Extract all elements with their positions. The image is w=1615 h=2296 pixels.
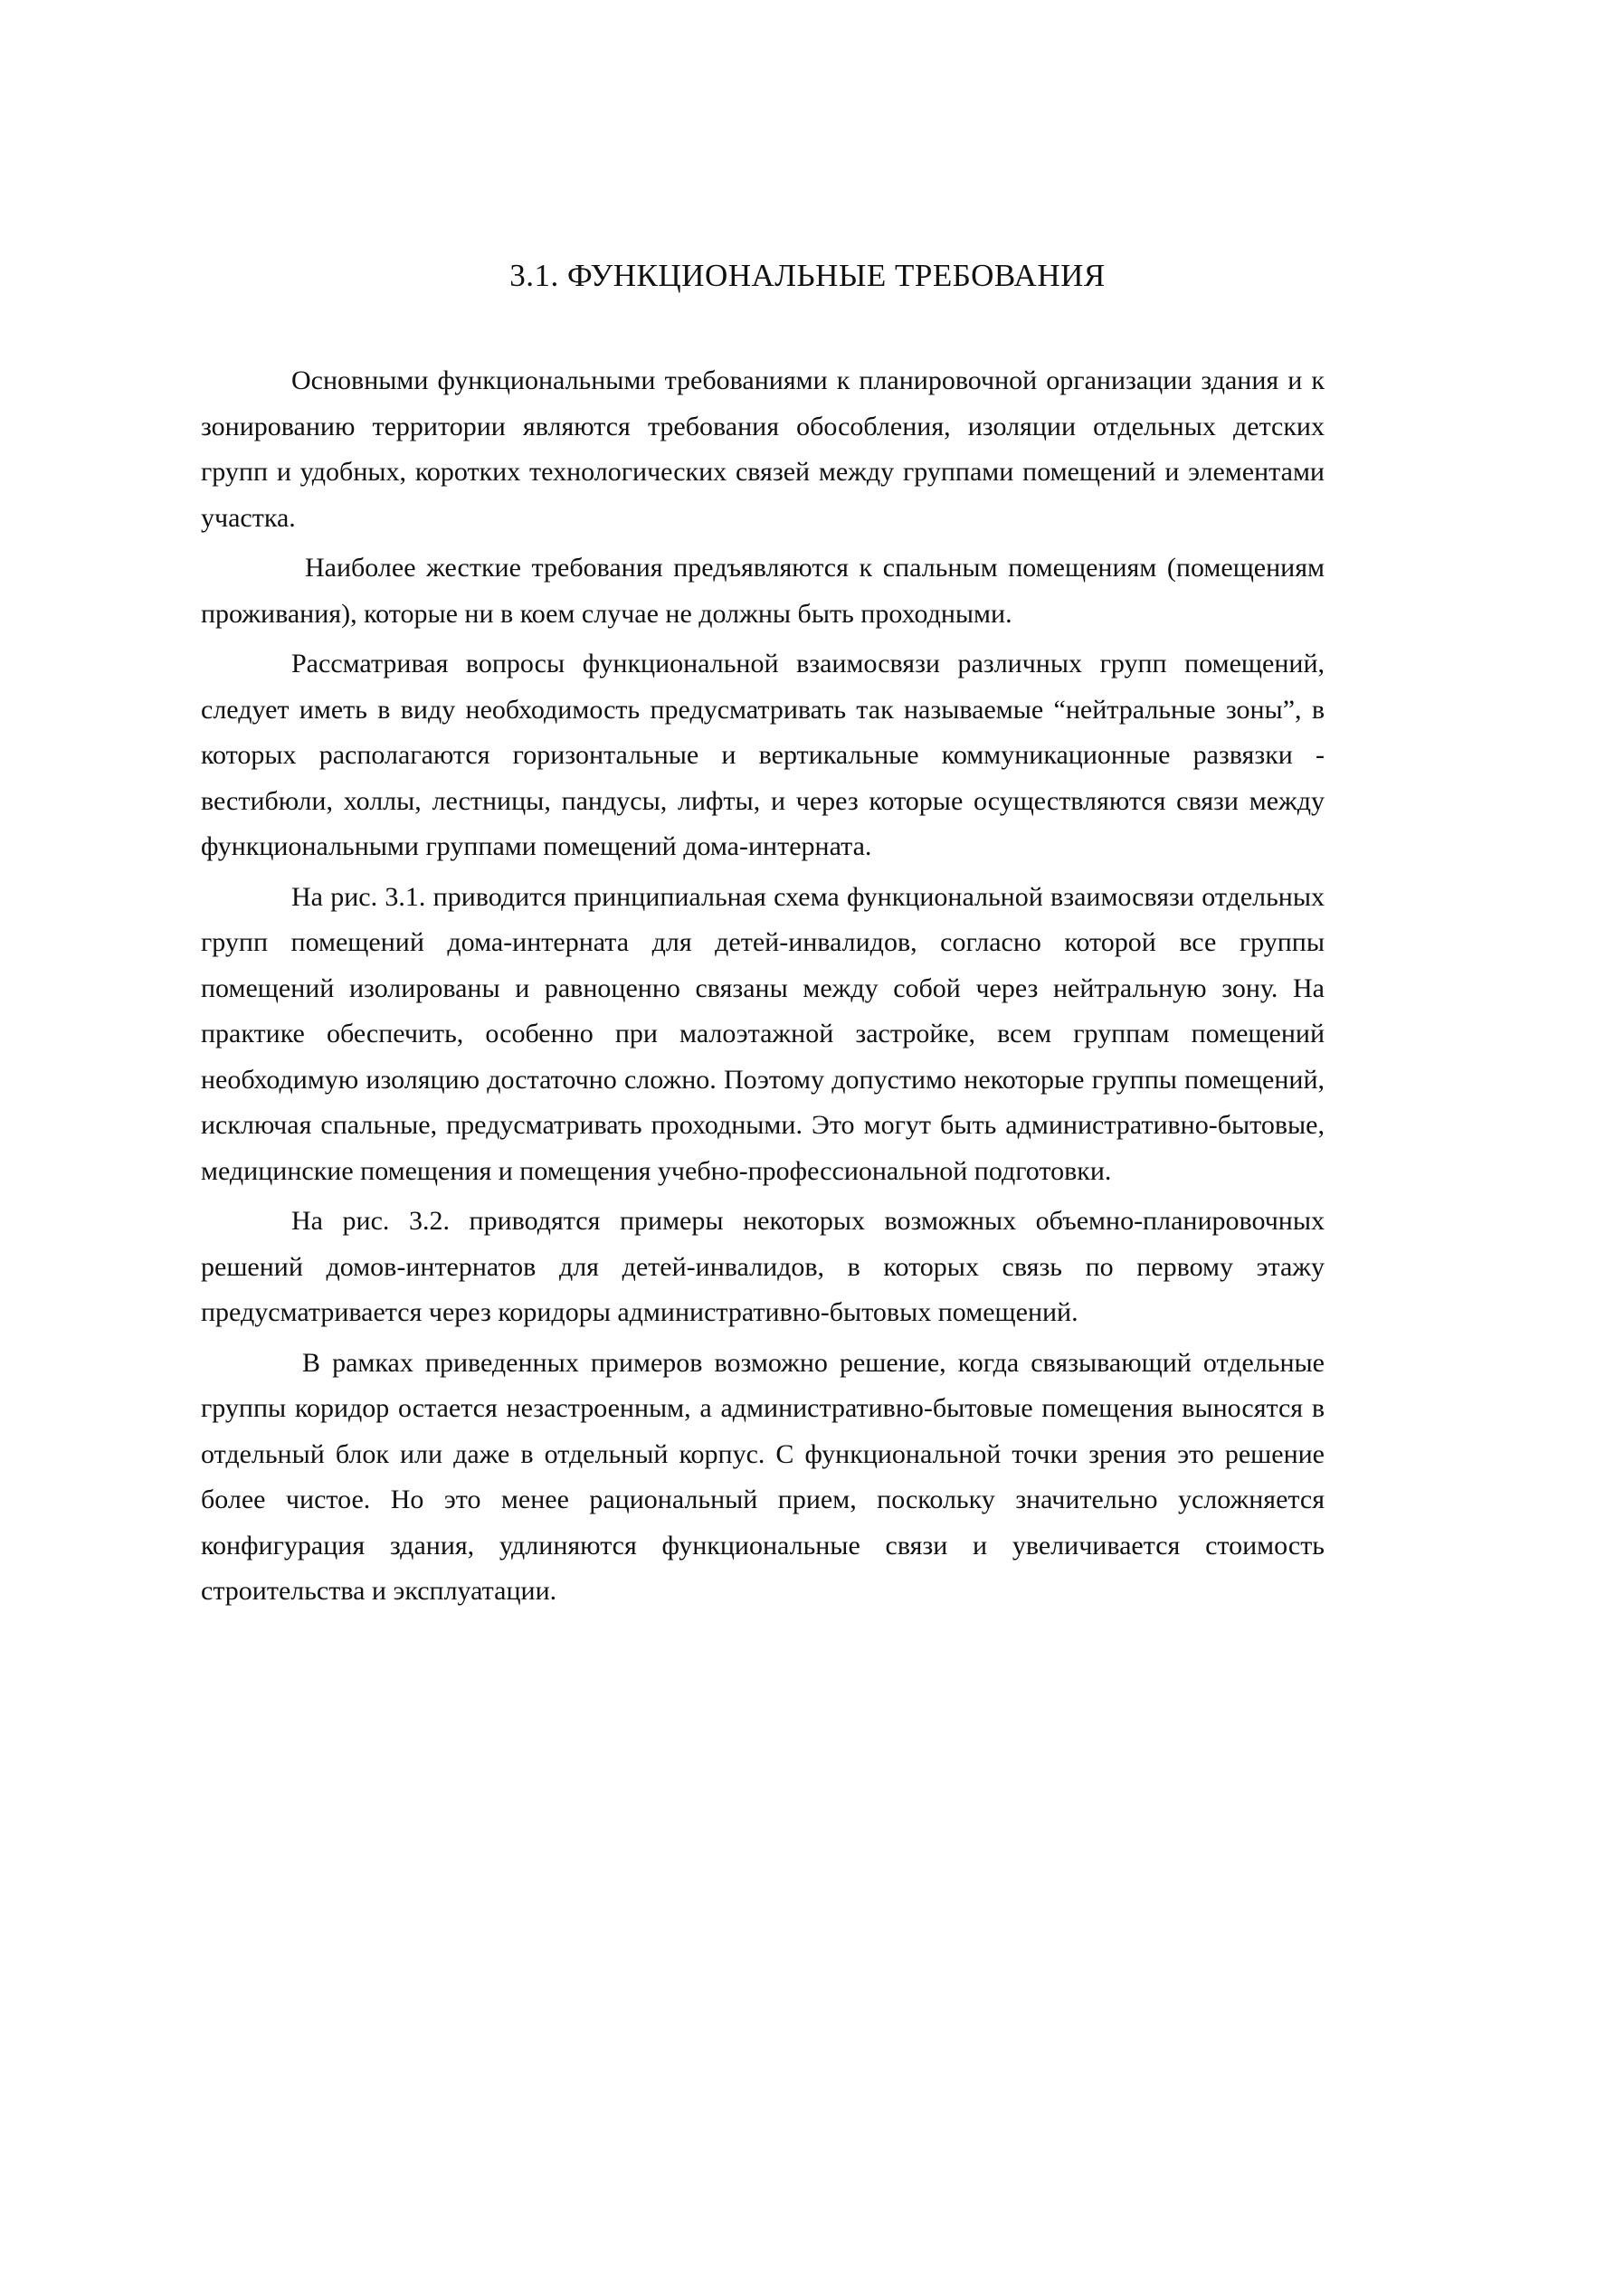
paragraph-neutral-zones: Рассматривая вопросы функциональной взаимосвязи различных групп помещений, следует иметь в виду необходимость предусматривать так называемые “нейтральные зоны”, в которых располагаются горизонтальные и вертикальные коммуникационные развязки - вестибюли, холлы, лестницы, пандусы, лифты, и через которые осуществляются связи между функциональными группами помещений дома-интерната.: [201, 649, 1325, 861]
paragraph-figure-3-2: На рис. 3.2. приводятся примеры некоторых возможных объемно-планировочных решений домов-интернатов для детей-инвалидов, в которых связь по первому этажу предусматривается через коридоры административно-бытовых помещений.: [201, 1206, 1325, 1327]
paragraph-sleeping-rooms: Наиболее жесткие требования предъявляются к спальным помещениям (помещениям проживания), которые ни в коем случае не должны быть проходными.: [201, 553, 1325, 629]
section-heading: 3.1. ФУНКЦИОНАЛЬНЫЕ ТРЕБОВАНИЯ: [509, 258, 1106, 293]
paragraph-figure-3-1: На рис. 3.1. приводится принципиальная схема функциональной взаимосвязи отдельных групп помещений дома-интерната для детей-инвалидов, согласно которой все группы помещений изолированы и равноценно связаны между собой через нейтральную зону. На практике обеспечить, особенно при малоэтажной застройке, всем группам помещений необходимую изоляцию достаточно сложно. Поэтому допустимо некоторые группы помещений, исключая спальные, предусматривать проходными. Это могут быть административно-бытовые, медицинские помещения и помещения учебно-профессиональной подготовки.: [201, 881, 1325, 1186]
paragraph-functional-requirements: Основными функциональными требованиями к планировочной организации здания и к зонированию территории являются требования обособления, изоляции отдельных детских групп и удобных, коротких технологических связей между группами помещений и элементами участка.: [201, 365, 1325, 533]
body-text: [201, 358, 1325, 1619]
paragraph-alternative-solution: В рамках приведенных примеров возможно решение, когда связывающий отдельные группы коридор остается незастроенным, а административно-бытовые помещения выносятся в отдельный блок или даже в отдельный корпус. С функциональной точки зрения это решение более чистое. Но это менее рациональный прием, поскольку значительно усложняется конфигурация здания, удлиняются функциональные связи и увеличивается стоимость строительства и эксплуатации.: [201, 1347, 1325, 1606]
